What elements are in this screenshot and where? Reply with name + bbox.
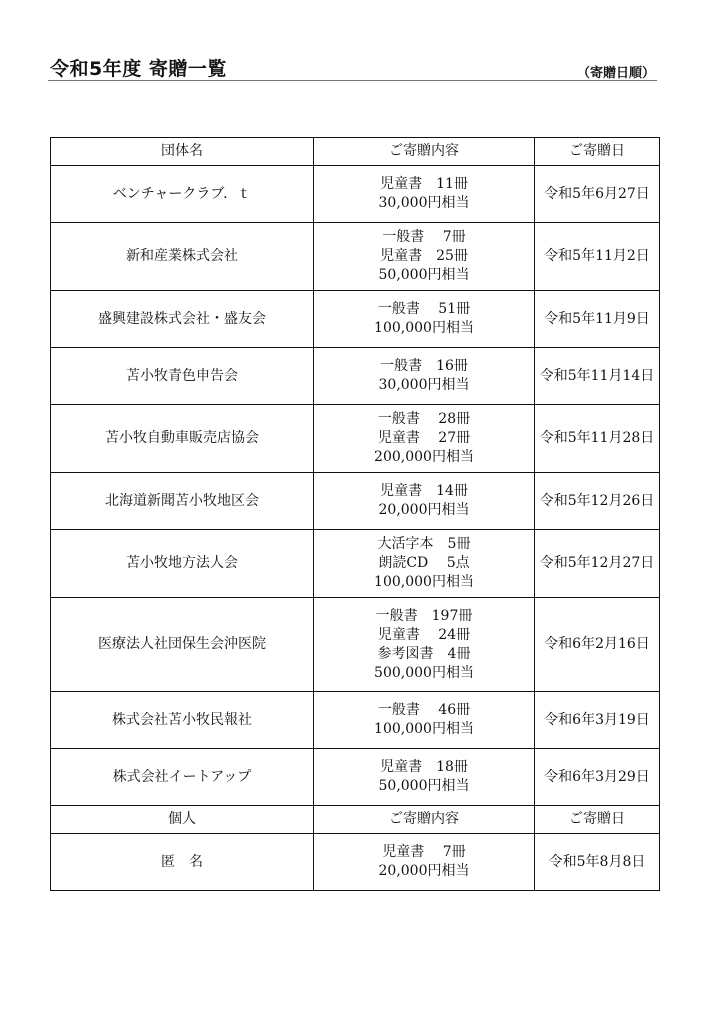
donation-date: 令和5年11月28日 [535, 405, 660, 473]
donation-item: 一般書 46冊 [377, 702, 471, 718]
donation-date: 令和6年2月16日 [535, 598, 660, 692]
table-row [51, 692, 660, 749]
donation-value: 30,000円相当 [378, 195, 470, 211]
organization-name: 新和産業株式会社 [51, 223, 314, 291]
table-header-row [51, 138, 660, 166]
donation-item: 朗読CD 5点 [378, 555, 470, 571]
table-row [51, 223, 660, 291]
sort-order-note: （寄贈日順） [576, 66, 655, 81]
donation-date: 令和5年11月14日 [535, 348, 660, 405]
donation-value: 20,000円相当 [378, 863, 470, 879]
donation-item: 大活字本 5冊 [377, 536, 471, 552]
donation-value: 200,000円相当 [374, 449, 474, 465]
donation-item: 児童書 11冊 [380, 176, 468, 192]
donation-contents [314, 223, 535, 291]
organization-name: 医療法人社団保生会沖医院 [51, 598, 314, 692]
donation-date: 令和5年11月2日 [535, 223, 660, 291]
table-row [51, 598, 660, 692]
organization-name: 株式会社イートアップ [51, 749, 314, 806]
column-header-contents: ご寄贈内容 [314, 806, 535, 834]
donation-item: 児童書 25冊 [380, 248, 468, 264]
column-header-individual: 個人 [51, 806, 314, 834]
donation-contents [314, 166, 535, 223]
donation-contents [314, 348, 535, 405]
donation-contents [314, 405, 535, 473]
organization-name: 北海道新聞苫小牧地区会 [51, 473, 314, 530]
donor-name: 匿 名 [51, 834, 314, 891]
donation-item: 一般書 7冊 [382, 229, 466, 245]
donation-value: 30,000円相当 [378, 377, 470, 393]
donation-date: 令和5年6月27日 [535, 166, 660, 223]
donation-item: 児童書 24冊 [377, 626, 471, 643]
table-row [51, 530, 660, 598]
donation-item: 一般書 16冊 [380, 358, 468, 374]
donation-date: 令和5年12月26日 [535, 473, 660, 530]
individual-header-row [51, 806, 660, 834]
donation-value: 50,000円相当 [378, 778, 470, 794]
donation-item: 一般書 197冊 [375, 607, 473, 624]
table-row [51, 348, 660, 405]
table-row [51, 834, 660, 891]
organization-name: 苫小牧自動車販売店協会 [51, 405, 314, 473]
donation-value: 100,000円相当 [374, 721, 474, 737]
title-divider [48, 80, 657, 81]
column-header-organization: 団体名 [51, 138, 314, 166]
donation-item: 児童書 7冊 [382, 844, 466, 860]
donation-value: 20,000円相当 [378, 502, 470, 518]
donation-contents [314, 530, 535, 598]
donation-item: 児童書 18冊 [380, 759, 468, 775]
donation-date: 令和5年8月8日 [535, 834, 660, 891]
column-header-date: ご寄贈日 [535, 806, 660, 834]
column-header-date: ご寄贈日 [535, 138, 660, 166]
donation-item: 参考図書 4冊 [377, 645, 471, 662]
organization-name: 苫小牧青色申告会 [51, 348, 314, 405]
donation-value: 50,000円相当 [378, 267, 470, 283]
donation-value: 500,000円相当 [374, 664, 474, 681]
donation-item: 児童書 27冊 [377, 430, 471, 446]
organization-name: ベンチャークラブ．ｔ [51, 166, 314, 223]
table-row [51, 291, 660, 348]
column-header-contents: ご寄贈内容 [314, 138, 535, 166]
table-row [51, 749, 660, 806]
donation-date: 令和5年12月27日 [535, 530, 660, 598]
donation-date: 令和6年3月19日 [535, 692, 660, 749]
donation-date: 令和6年3月29日 [535, 749, 660, 806]
table-row [51, 405, 660, 473]
organization-name: 苫小牧地方法人会 [51, 530, 314, 598]
table-row [51, 166, 660, 223]
page-title: 令和5年度 寄贈一覧 [50, 58, 227, 80]
organization-name: 盛興建設株式会社・盛友会 [51, 291, 314, 348]
donation-item: 一般書 51冊 [377, 301, 471, 317]
donation-contents [314, 692, 535, 749]
donation-table [50, 137, 660, 891]
table-row [51, 473, 660, 530]
donation-contents [314, 291, 535, 348]
donation-value: 100,000円相当 [374, 574, 474, 590]
donation-item: 一般書 28冊 [377, 411, 471, 427]
donation-value: 100,000円相当 [374, 320, 474, 336]
donation-contents [314, 749, 535, 806]
organization-name: 株式会社苫小牧民報社 [51, 692, 314, 749]
donation-date: 令和5年11月9日 [535, 291, 660, 348]
donation-contents [314, 598, 535, 692]
donation-item: 児童書 14冊 [380, 483, 468, 499]
donation-contents [314, 473, 535, 530]
donation-contents [314, 834, 535, 891]
